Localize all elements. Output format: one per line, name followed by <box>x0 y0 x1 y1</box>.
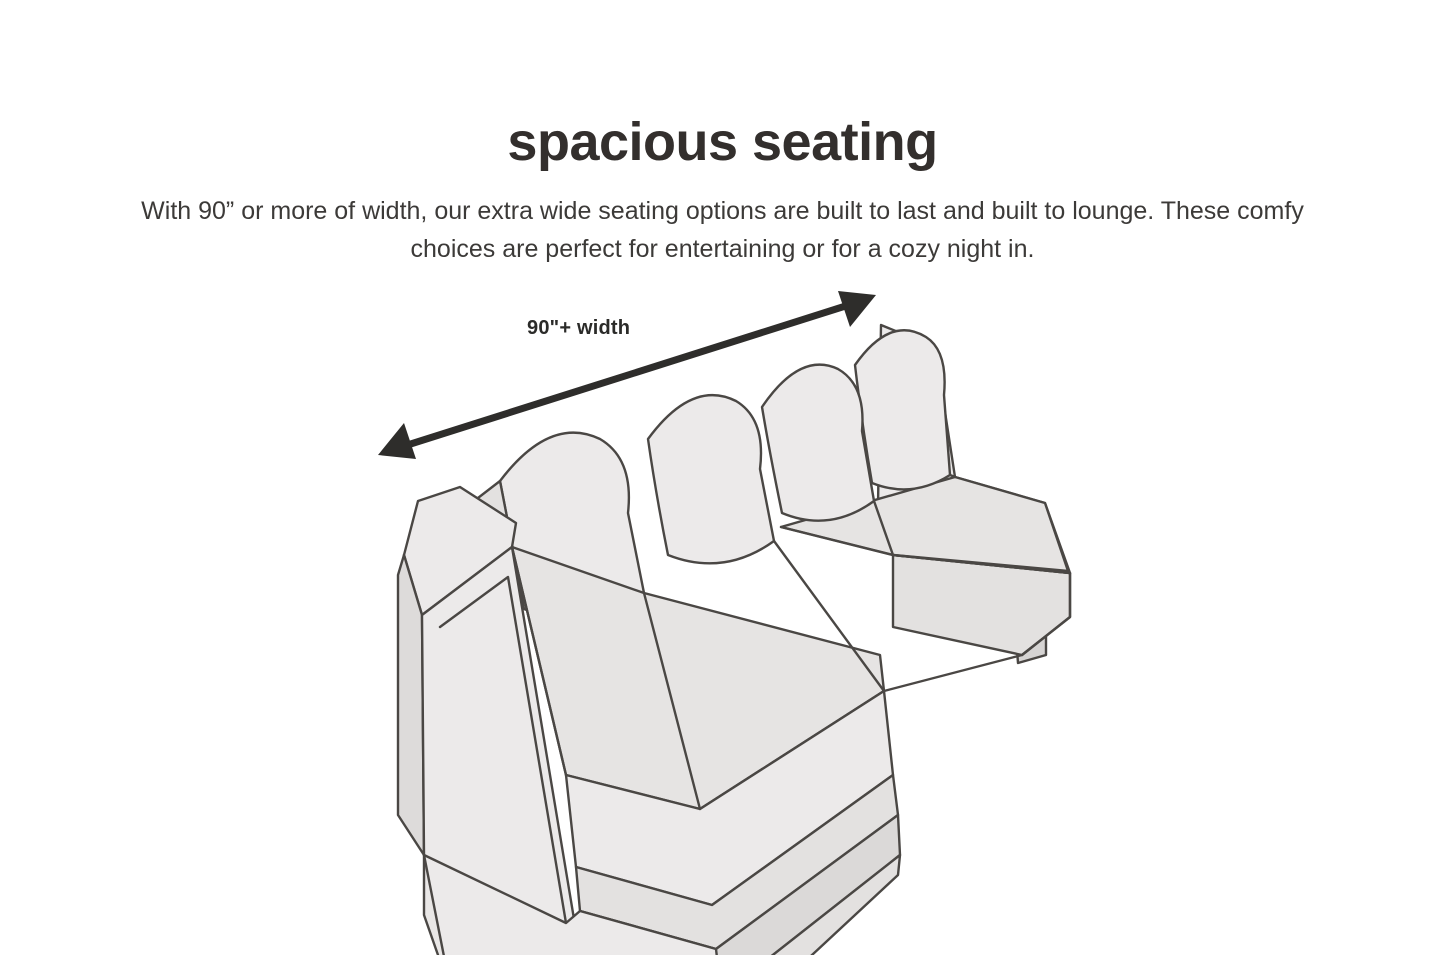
sofa-illustration <box>0 255 1445 955</box>
sofa-back-cushion-3 <box>762 365 874 521</box>
dimension-label: 90"+ width <box>527 317 631 339</box>
page-description: With 90” or more of width, our extra wide seating options are built to last and built to lounge. These comfy choices are perfect for entertaining or for a cozy night in. <box>141 197 1304 263</box>
page-title: spacious seating <box>507 112 938 173</box>
sofa-back-cushion-right <box>855 330 950 489</box>
sofa-back-cushion-2 <box>648 395 774 563</box>
sofa-diagram-svg <box>0 255 1445 955</box>
